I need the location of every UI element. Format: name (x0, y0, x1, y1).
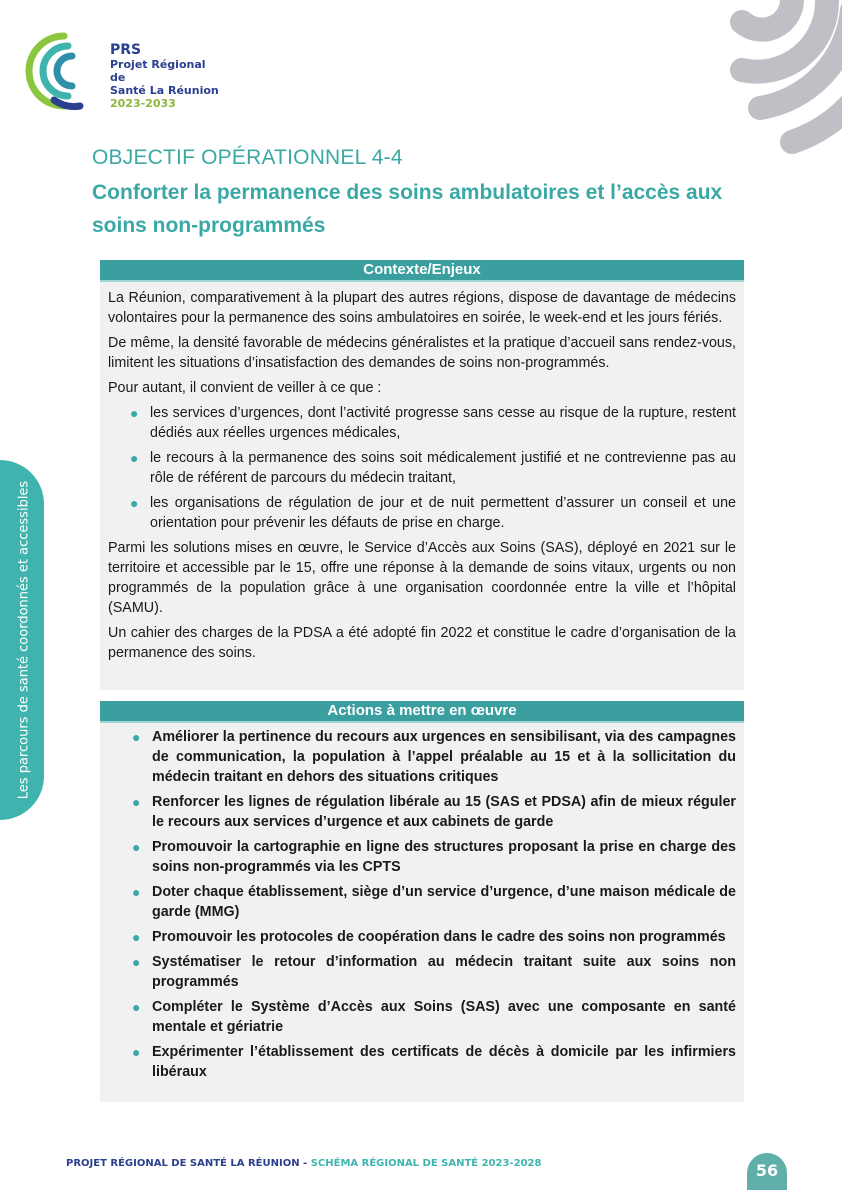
logo-acronym: PRS (110, 42, 142, 58)
action-item: ● Améliorer la pertinence du recours aux urgences en sensibilisant, via des campagnes de communication, la population à l’appel préalable au 15 et à la sollicitation du médecin traitant en dehors des situations critiques (132, 729, 736, 785)
list-item: ● les organisations de régulation de jour et de nuit permettent d’assurer un conseil et une orientation pour prévenir les défauts de prise en charge. (130, 495, 736, 531)
context-paragraph: Parmi les solutions mises en œuvre, le Service d’Accès aux Soins (SAS), déployé en 2021 sur le territoire et accessible par le 15, offre une réponse à la demande de soins vitaux, urgents ou non programmés de la population grâce à une organisation coordonnée entre la ville et l’hôpital (SAMU). (108, 540, 736, 616)
context-body (100, 282, 744, 663)
context-paragraph: De même, la densité favorable de médecins généralistes et la pratique d’accueil sans rendez-vous, limitent les situations d’insatisfaction des demandes de soins non-programmés. (108, 335, 736, 371)
footer-separator: - (299, 1158, 311, 1169)
logo-line2: Santé La Réunion (110, 84, 219, 97)
bullet-icon: ● (132, 839, 141, 855)
page-title: Conforter la permanence des soins ambulatoires et l’accès aux soins non-programmés (92, 181, 723, 237)
decorative-arcs-icon (702, 0, 842, 160)
bullet-icon: ● (130, 405, 139, 421)
bullet-icon: ● (132, 884, 141, 900)
context-paragraph: La Réunion, comparativement à la plupart des autres régions, dispose de davantage de médecins volontaires pour la permanence des soins ambulatoires en soirée, le week-end et les jours fériés. (108, 290, 736, 326)
bullet-icon: ● (132, 954, 141, 970)
footer-schema-title: SCHÉMA RÉGIONAL DE SANTÉ 2023-2028 (310, 1158, 542, 1169)
action-item: ● Doter chaque établissement, siège d’un service d’urgence, d’une maison médicale de garde (MMG) (132, 884, 736, 920)
context-paragraph: Pour autant, il convient de veiller à ce que : (108, 380, 382, 396)
logo-line1: Projet Régional de (110, 58, 206, 84)
action-item: ● Expérimenter l’établissement des certificats de décès à domicile par les infirmiers libéraux (132, 1044, 736, 1080)
action-item: ● Systématiser le retour d’information au médecin traitant suite aux soins non programmés (132, 954, 736, 990)
footer (66, 1158, 541, 1169)
context-bullet-list (108, 403, 736, 533)
action-item: ● Compléter le Système d’Accès aux Soins (SAS) avec une composante en santé mentale et gériatrie (132, 999, 736, 1035)
context-heading: Contexte/Enjeux (100, 260, 744, 282)
bullet-icon: ● (130, 495, 139, 511)
action-item: ● Promouvoir la cartographie en ligne des structures proposant la prise en charge des soins non-programmés via les CPTS (132, 839, 736, 875)
section-side-tab (0, 460, 44, 820)
section-side-tab-label: Les parcours de santé coordonnés et accessibles (16, 480, 32, 800)
actions-list (108, 727, 736, 1082)
logo-text (110, 42, 224, 110)
footer-document-title: PROJET RÉGIONAL DE SANTÉ LA RÉUNION (66, 1158, 300, 1169)
list-item: ● les services d’urgences, dont l’activité progresse sans cesse au risque de la rupture, restent dédiés aux réelles urgences médicales, (130, 405, 736, 441)
bullet-icon: ● (132, 729, 141, 745)
context-box (100, 260, 744, 690)
bullet-icon: ● (130, 450, 139, 466)
actions-box (100, 701, 744, 1102)
objective-label: OBJECTIF OPÉRATIONNEL 4-4 (92, 146, 403, 169)
bullet-icon: ● (132, 794, 141, 810)
action-item: ● Promouvoir les protocoles de coopération dans le cadre des soins non programmés (132, 929, 726, 945)
prs-logo (24, 30, 224, 112)
logo-years: 2023-2033 (110, 97, 176, 110)
actions-heading: Actions à mettre en œuvre (100, 701, 744, 723)
action-item: ● Renforcer les lignes de régulation libérale au 15 (SAS et PDSA) afin de mieux réguler le recours aux services d’urgence et aux cabinets de garde (132, 794, 736, 830)
bullet-icon: ● (132, 929, 141, 945)
context-paragraph: Un cahier des charges de la PDSA a été adopté fin 2022 et constitue le cadre d’organisation de la permanence des soins. (108, 625, 736, 661)
prs-logo-icon (24, 30, 104, 112)
actions-body (100, 723, 744, 1082)
page-number: 56 (747, 1153, 787, 1190)
bullet-icon: ● (132, 1044, 141, 1060)
list-item: ● le recours à la permanence des soins soit médicalement justifié et ne contrevienne pas au rôle de référent de parcours du médecin traitant, (130, 450, 736, 486)
bullet-icon: ● (132, 999, 141, 1015)
